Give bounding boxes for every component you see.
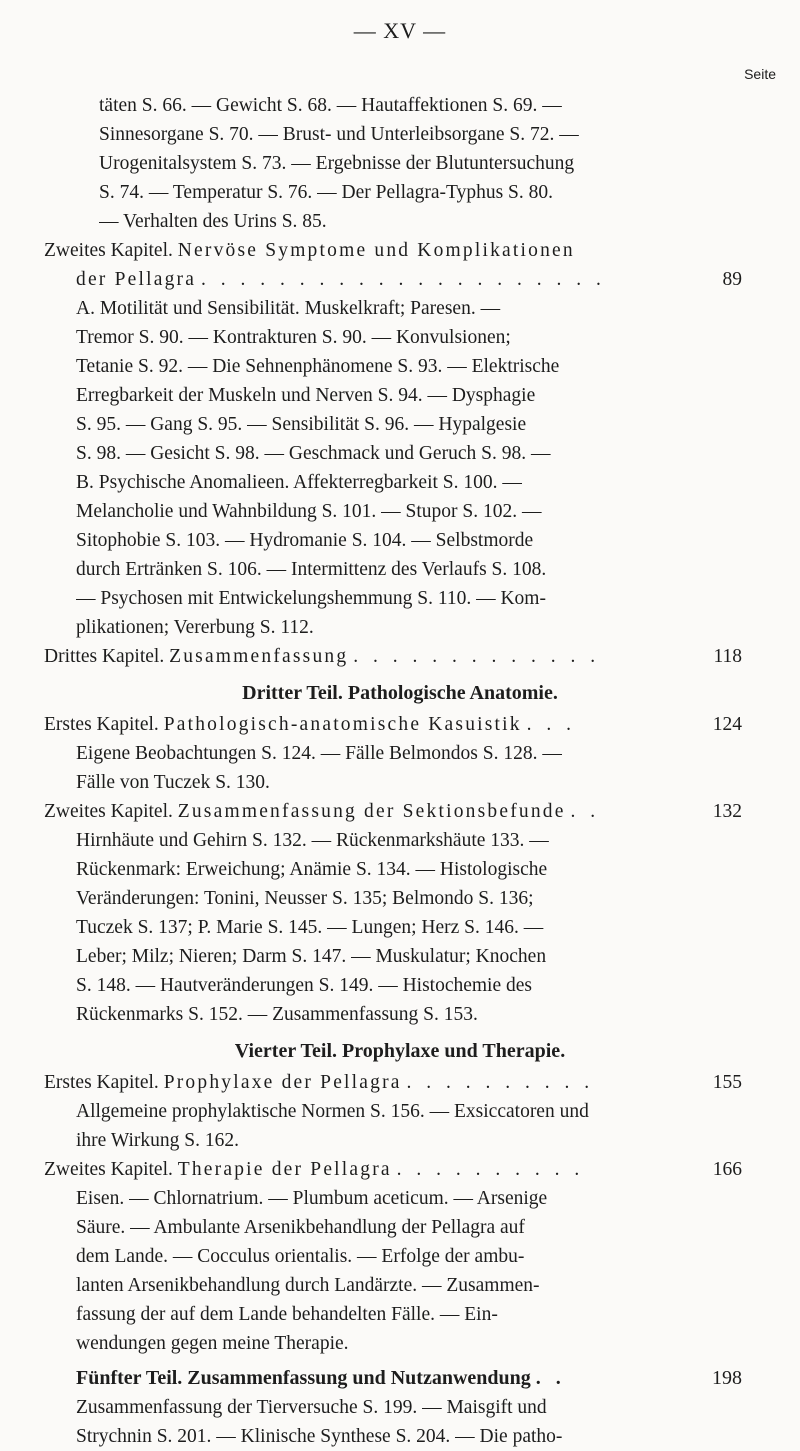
leader-dots: . . . . . . . . . . [396,1159,585,1180]
chapter-title: Therapie der Pellagra [177,1159,392,1180]
chapter-heading [44,1068,756,1097]
leader-dots: . . . . . . . . . . . . . [353,646,601,667]
chapter-prefix: Erstes Kapitel. [44,1072,159,1093]
chapter-heading [44,642,756,671]
chapter-title: Pathologisch-anatomische Kasuistik [163,714,522,735]
toc-line: Melancholie und Wahnbildung S. 101. — Stupor S. 102. — [76,501,542,522]
toc-line: B. Psychische Anomalieen. Affekterregbarkeit S. 100. — [76,472,522,493]
toc-line: Eisen. — Chlornatrium. — Plumbum aceticum. — Arsenige [76,1188,548,1209]
leader-dots: . . [535,1367,566,1389]
toc-line: Leber; Milz; Nieren; Darm S. 147. — Muskulatur; Knochen [76,946,547,967]
toc-line: S. 148. — Hautveränderungen S. 149. — Histochemie des [76,975,533,996]
page-ref: 124 [712,714,742,735]
chapter-prefix: Zweites Kapitel. [44,1159,173,1180]
chapter-heading [44,236,756,265]
chapter-title: Prophylaxe der Pellagra [163,1072,402,1093]
toc-line: Tuczek S. 137; P. Marie S. 145. — Lungen; Herz S. 146. — [76,917,544,938]
toc-line: plikationen; Vererbung S. 112. [76,617,314,638]
toc-line: Säure. — Ambulante Arsenikbehandlung der Pellagra auf [76,1217,525,1238]
toc-line: Erregbarkeit der Muskeln und Nerven S. 94. — Dysphagie [76,385,536,406]
toc-line: Zusammenfassung der Tierversuche S. 199. — Maisgift und [76,1397,547,1418]
toc-line: Strychnin S. 201. — Klinische Synthese S. 204. — Die patho- [76,1426,563,1447]
chapter-prefix: Zweites Kapitel. [44,240,173,261]
table-of-contents [0,91,800,1451]
toc-line: S. 95. — Gang S. 95. — Sensibilität S. 96. — Hypalgesie [76,414,527,435]
chapter-title: Zusammenfassung [169,646,349,667]
chapter-prefix: Zweites Kapitel. [44,801,173,822]
part-heading: Fünfter Teil. Zusammenfassung und Nutzanwendung [76,1367,531,1389]
page-ref: 166 [712,1159,742,1180]
chapter-prefix: Drittes Kapitel. [44,646,165,667]
leader-dots: . . [570,801,601,822]
toc-line: S. 98. — Gesicht S. 98. — Geschmack und Geruch S. 98. — [76,443,551,464]
chapter-heading [44,797,756,826]
page-ref: 198 [712,1367,742,1389]
toc-line: ihre Wirkung S. 162. [76,1130,239,1151]
leader-dots: . . . . . . . . . . [406,1072,595,1093]
page-ref: 155 [712,1072,742,1093]
chapter-heading [44,1155,756,1184]
toc-line: Tetanie S. 92. — Die Sehnenphänomene S. 93. — Elektrische [76,356,560,377]
chapter-title: Nervöse Symptome und Komplikationen [177,240,575,261]
toc-line: Rückenmark: Erweichung; Anämie S. 134. — Histologische [76,859,548,880]
toc-line: Sinnesorgane S. 70. — Brust- und Unterleibsorgane S. 72. — [99,124,579,145]
toc-line: fassung der auf dem Lande behandelten Fälle. — Ein- [76,1304,498,1325]
toc-line: Sitophobie S. 103. — Hydromanie S. 104. — Selbstmorde [76,530,534,551]
toc-line: Eigene Beobachtungen S. 124. — Fälle Belmondos S. 128. — [76,743,562,764]
toc-line: dem Lande. — Cocculus orientalis. — Erfolge der ambu- [76,1246,525,1267]
toc-line: durch Ertränken S. 106. — Intermittenz des Verlaufs S. 108. [76,559,547,580]
toc-line: — Psychosen mit Entwickelungshemmung S. 110. — Kom- [76,588,546,609]
toc-line: wendungen gegen meine Therapie. [76,1333,349,1354]
toc-line: Urogenitalsystem S. 73. — Ergebnisse der Blutuntersuchung [99,153,575,174]
toc-line: Tremor S. 90. — Kontrakturen S. 90. — Konvulsionen; [76,327,511,348]
chapter-heading-cont [44,265,756,294]
chapter-title: Zusammenfassung der Sektionsbefunde [177,801,566,822]
chapter-title: der Pellagra [76,269,197,290]
toc-line: A. Motilität und Sensibilität. Muskelkraft; Paresen. — [76,298,501,319]
toc-line: S. 74. — Temperatur S. 76. — Der Pellagra-Typhus S. 80. [99,182,554,203]
chapter-prefix: Erstes Kapitel. [44,714,159,735]
part-heading: Dritter Teil. Pathologische Anatomie. [242,682,558,704]
toc-line: täten S. 66. — Gewicht S. 68. — Hautaffektionen S. 69. — [99,95,562,116]
chapter-heading [44,710,756,739]
toc-line: — Verhalten des Urins S. 85. [99,211,327,232]
page-ref: 118 [713,646,742,667]
column-label-seite: Seite [744,66,776,82]
toc-line: Rückenmarks S. 152. — Zusammenfassung S. 153. [76,1004,478,1025]
leader-dots: . . . [526,714,576,735]
part-heading: Vierter Teil. Prophylaxe und Therapie. [234,1040,566,1062]
toc-line: Hirnhäute und Gehirn S. 132. — Rückenmarkshäute 133. — [76,830,549,851]
page-ref: 89 [722,269,742,290]
part-heading-row [44,1364,756,1393]
toc-line: lanten Arsenikbehandlung durch Landärzte. — Zusammen- [76,1275,540,1296]
toc-line: Fälle von Tuczek S. 130. [76,772,270,793]
leader-dots: . . . . . . . . . . . . . . . . . . . . . [200,269,606,290]
page-ref: 132 [712,801,742,822]
page-number: — XV — [353,18,447,43]
toc-line: Allgemeine prophylaktische Normen S. 156. — Exsiccatoren und [76,1101,589,1122]
toc-line: Veränderungen: Tonini, Neusser S. 135; Belmondo S. 136; [76,888,534,909]
